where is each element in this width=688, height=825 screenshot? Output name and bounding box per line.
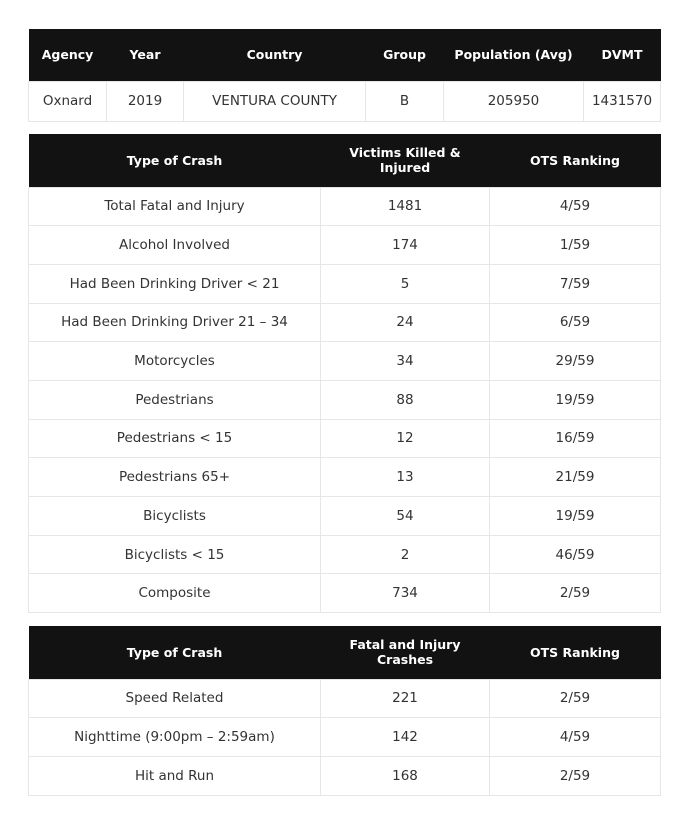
cell-type-of-crash: Pedestrians — [29, 380, 321, 419]
cell-type-of-crash: Had Been Drinking Driver 21 – 34 — [29, 303, 321, 342]
cell-type-of-crash: Had Been Drinking Driver < 21 — [29, 264, 321, 303]
cell-country: VENTURA COUNTY — [184, 81, 366, 121]
table-row — [29, 419, 661, 458]
table-header-row — [29, 626, 661, 679]
table-row — [29, 458, 661, 497]
header-type-of-crash: Type of Crash — [29, 626, 321, 679]
cell-count: 2 — [321, 535, 490, 574]
header-ots-ranking: OTS Ranking — [490, 626, 661, 679]
table-header-row — [29, 134, 661, 187]
header-country: Country — [184, 29, 366, 81]
header-type-of-crash: Type of Crash — [29, 134, 321, 187]
table-row — [29, 226, 661, 265]
table-header-row — [29, 29, 661, 81]
table-row — [29, 303, 661, 342]
cell-count: 88 — [321, 380, 490, 419]
table-row — [29, 380, 661, 419]
cell-ots-ranking: 21/59 — [490, 458, 661, 497]
cell-type-of-crash: Hit and Run — [29, 756, 321, 795]
header-population: Population (Avg) — [444, 29, 584, 81]
table-row — [29, 187, 661, 226]
victims-ranking-table — [28, 134, 661, 613]
cell-count: 1481 — [321, 187, 490, 226]
header-dvmt: DVMT — [584, 29, 661, 81]
header-agency: Agency — [29, 29, 107, 81]
table-row — [29, 535, 661, 574]
cell-count: 13 — [321, 458, 490, 497]
cell-ots-ranking: 2/59 — [490, 679, 661, 718]
table-row — [29, 679, 661, 718]
cell-ots-ranking: 6/59 — [490, 303, 661, 342]
cell-count: 174 — [321, 226, 490, 265]
agency-info-table — [28, 29, 661, 122]
crashes-ranking-table — [28, 626, 661, 796]
table-row — [29, 497, 661, 536]
cell-agency: Oxnard — [29, 81, 107, 121]
cell-ots-ranking: 16/59 — [490, 419, 661, 458]
cell-count: 12 — [321, 419, 490, 458]
cell-type-of-crash: Nighttime (9:00pm – 2:59am) — [29, 718, 321, 757]
table-row — [29, 756, 661, 795]
cell-ots-ranking: 4/59 — [490, 718, 661, 757]
crashes-table-body — [29, 679, 661, 795]
cell-ots-ranking: 19/59 — [490, 497, 661, 536]
cell-ots-ranking: 2/59 — [490, 574, 661, 613]
table-row — [29, 342, 661, 381]
cell-type-of-crash: Pedestrians 65+ — [29, 458, 321, 497]
cell-ots-ranking: 4/59 — [490, 187, 661, 226]
cell-ots-ranking: 19/59 — [490, 380, 661, 419]
cell-year: 2019 — [107, 81, 184, 121]
cell-ots-ranking: 46/59 — [490, 535, 661, 574]
cell-count: 734 — [321, 574, 490, 613]
cell-type-of-crash: Bicyclists < 15 — [29, 535, 321, 574]
cell-count: 34 — [321, 342, 490, 381]
cell-type-of-crash: Alcohol Involved — [29, 226, 321, 265]
cell-type-of-crash: Bicyclists — [29, 497, 321, 536]
cell-count: 221 — [321, 679, 490, 718]
header-group: Group — [366, 29, 444, 81]
table-row — [29, 264, 661, 303]
victims-table-body — [29, 187, 661, 613]
cell-ots-ranking: 1/59 — [490, 226, 661, 265]
cell-ots-ranking: 2/59 — [490, 756, 661, 795]
cell-type-of-crash: Total Fatal and Injury — [29, 187, 321, 226]
cell-group: B — [366, 81, 444, 121]
cell-type-of-crash: Speed Related — [29, 679, 321, 718]
cell-count: 5 — [321, 264, 490, 303]
cell-count: 54 — [321, 497, 490, 536]
cell-population: 205950 — [444, 81, 584, 121]
cell-type-of-crash: Pedestrians < 15 — [29, 419, 321, 458]
header-victims-killed-injured: Victims Killed & Injured — [321, 134, 490, 187]
cell-ots-ranking: 29/59 — [490, 342, 661, 381]
table-row — [29, 81, 661, 121]
cell-ots-ranking: 7/59 — [490, 264, 661, 303]
cell-count: 142 — [321, 718, 490, 757]
cell-type-of-crash: Composite — [29, 574, 321, 613]
cell-type-of-crash: Motorcycles — [29, 342, 321, 381]
header-ots-ranking: OTS Ranking — [490, 134, 661, 187]
cell-dvmt: 1431570 — [584, 81, 661, 121]
table-row — [29, 718, 661, 757]
cell-count: 24 — [321, 303, 490, 342]
table-row — [29, 574, 661, 613]
cell-count: 168 — [321, 756, 490, 795]
header-year: Year — [107, 29, 184, 81]
header-fatal-injury-crashes: Fatal and Injury Crashes — [321, 626, 490, 679]
